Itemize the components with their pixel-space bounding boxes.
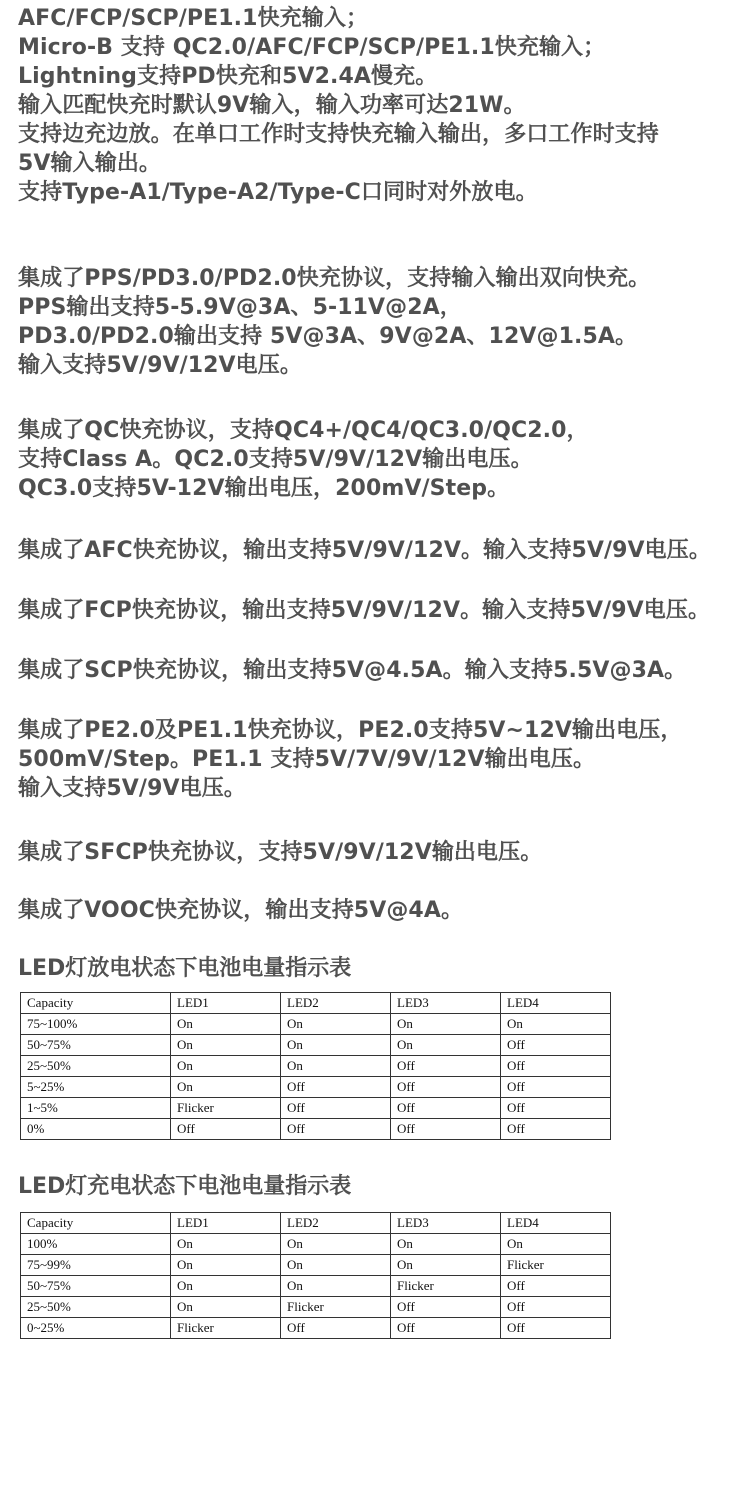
table-cell: Off: [391, 1119, 501, 1140]
spec-line: Lightning支持PD快充和5V2.4A慢充。: [18, 64, 438, 89]
afc-protocol-paragraph: [18, 536, 738, 565]
table-cell: On: [171, 1234, 281, 1255]
sfcp-protocol-paragraph: [18, 838, 738, 867]
table-row: [21, 1056, 611, 1077]
qc-protocol-paragraph: [18, 416, 738, 503]
header-cell: LED2: [281, 1213, 391, 1234]
table-cell: Off: [501, 1077, 611, 1098]
table-cell: Off: [281, 1119, 391, 1140]
table-row: [21, 1035, 611, 1056]
header-cell: LED4: [501, 1213, 611, 1234]
table-cell: Off: [501, 1098, 611, 1119]
table-row: [21, 1234, 611, 1255]
fcp-protocol-paragraph: [18, 596, 738, 625]
header-cell: LED3: [391, 1213, 501, 1234]
table-cell: On: [171, 1297, 281, 1318]
table-cell: Off: [281, 1098, 391, 1119]
spec-line: 500mV/Step。PE1.1 支持5V/7V/9V/12V输出电压。: [18, 747, 596, 772]
table-cell: Off: [391, 1077, 501, 1098]
spec-line: 输入匹配快充时默认9V输入，输入功率可达21W。: [18, 93, 526, 118]
table-cell: Off: [391, 1318, 501, 1339]
pe-protocol-paragraph: [18, 716, 738, 803]
table-cell: On: [391, 1014, 501, 1035]
table-cell: Off: [501, 1119, 611, 1140]
table-cell: 50~75%: [21, 1276, 171, 1297]
table-cell: Off: [391, 1297, 501, 1318]
table-cell: Off: [171, 1119, 281, 1140]
table-row: [21, 1119, 611, 1140]
table-cell: On: [171, 1276, 281, 1297]
spec-line: AFC/FCP/SCP/PE1.1快充输入；: [18, 6, 369, 31]
table-cell: 0~25%: [21, 1318, 171, 1339]
spec-line: 集成了SFCP快充协议，支持5V/9V/12V输出电压。: [18, 840, 543, 865]
table-row: [21, 1098, 611, 1119]
table-cell: 75~100%: [21, 1014, 171, 1035]
spec-line: 5V输入输出。: [18, 151, 162, 176]
table-cell: On: [281, 1276, 391, 1297]
header-cell: LED3: [391, 993, 501, 1014]
table-cell: On: [391, 1035, 501, 1056]
table-cell: Off: [501, 1318, 611, 1339]
table-row: [21, 1276, 611, 1297]
table-cell: Flicker: [171, 1098, 281, 1119]
spec-line: QC3.0支持5V-12V输出电压，200mV/Step。: [18, 476, 510, 501]
table-cell: On: [281, 1014, 391, 1035]
table-cell: On: [281, 1035, 391, 1056]
header-cell: Capacity: [21, 1213, 171, 1234]
table-cell: Off: [281, 1318, 391, 1339]
spec-line: 集成了QC快充协议，支持QC4+/QC4/QC3.0/QC2.0，: [18, 418, 589, 443]
table-cell: On: [501, 1234, 611, 1255]
spec-line: 输入支持5V/9V电压。: [18, 776, 246, 801]
spec-line: 集成了FCP快充协议，输出支持5V/9V/12V。输入支持5V/9V电压。: [18, 598, 711, 623]
table-row: [21, 1255, 611, 1276]
header-cell: LED2: [281, 993, 391, 1014]
header-cell: LED4: [501, 993, 611, 1014]
spec-line: 输入支持5V/9V/12V电压。: [18, 353, 302, 378]
table-cell: On: [281, 1255, 391, 1276]
table-row: [21, 1318, 611, 1339]
spec-line: 支持Type-A1/Type-A2/Type-C口同时对外放电。: [18, 180, 538, 205]
table-cell: Off: [281, 1077, 391, 1098]
intro-spec-paragraph: [18, 4, 738, 207]
spec-line: PPS输出支持5-5.9V@3A、5-11V@2A，: [18, 295, 462, 320]
scp-protocol-paragraph: [18, 656, 738, 685]
discharge-table-title: LED灯放电状态下电池电量指示表: [18, 956, 352, 981]
charge-table-title: LED灯充电状态下电池电量指示表: [18, 1174, 352, 1199]
table-cell: 5~25%: [21, 1077, 171, 1098]
table-header-row: [21, 993, 611, 1014]
table-cell: Flicker: [281, 1297, 391, 1318]
table-row: [21, 1077, 611, 1098]
spec-line: 集成了SCP快充协议，输出支持5V@4.5A。输入支持5.5V@3A。: [18, 658, 687, 683]
pd-protocol-paragraph: [18, 264, 738, 380]
discharge-led-table: [20, 992, 611, 1140]
table-cell: On: [171, 1056, 281, 1077]
spec-line: PD3.0/PD2.0输出支持 5V@3A、9V@2A、12V@1.5A。: [18, 324, 638, 349]
table-cell: On: [281, 1234, 391, 1255]
table-cell: On: [391, 1255, 501, 1276]
table-cell: Off: [501, 1056, 611, 1077]
table-cell: Off: [391, 1056, 501, 1077]
table-cell: On: [281, 1056, 391, 1077]
header-cell: LED1: [171, 1213, 281, 1234]
spec-line: 集成了PPS/PD3.0/PD2.0快充协议，支持输入输出双向快充。: [18, 266, 651, 291]
header-cell: LED1: [171, 993, 281, 1014]
table-cell: Off: [391, 1098, 501, 1119]
table-cell: 50~75%: [21, 1035, 171, 1056]
table-cell: 0%: [21, 1119, 171, 1140]
spec-line: 支持边充边放。在单口工作时支持快充输入输出，多口工作时支持: [18, 122, 659, 147]
table-row: [21, 1297, 611, 1318]
spec-line: 支持Class A。QC2.0支持5V/9V/12V输出电压。: [18, 447, 533, 472]
table-cell: Off: [501, 1276, 611, 1297]
table-cell: On: [171, 1077, 281, 1098]
table-cell: Flicker: [501, 1255, 611, 1276]
table-cell: Off: [501, 1035, 611, 1056]
table-header-row: [21, 1213, 611, 1234]
table-cell: 100%: [21, 1234, 171, 1255]
table-cell: 1~5%: [21, 1098, 171, 1119]
table-cell: On: [501, 1014, 611, 1035]
spec-line: 集成了PE2.0及PE1.1快充协议，PE2.0支持5V~12V输出电压，: [18, 718, 683, 743]
spec-line: 集成了AFC快充协议，输出支持5V/9V/12V。输入支持5V/9V电压。: [18, 538, 711, 563]
table-cell: On: [171, 1255, 281, 1276]
table-cell: Off: [501, 1297, 611, 1318]
table-cell: 75~99%: [21, 1255, 171, 1276]
table-cell: On: [171, 1035, 281, 1056]
vooc-protocol-paragraph: [18, 896, 738, 925]
table-cell: On: [391, 1234, 501, 1255]
spec-line: 集成了VOOC快充协议，输出支持5V@4A。: [18, 898, 464, 923]
table-cell: Flicker: [391, 1276, 501, 1297]
table-cell: On: [171, 1014, 281, 1035]
charge-led-table: [20, 1212, 611, 1339]
spec-line: Micro-B 支持 QC2.0/AFC/FCP/SCP/PE1.1快充输入；: [18, 35, 606, 60]
table-row: [21, 1014, 611, 1035]
table-cell: 25~50%: [21, 1056, 171, 1077]
table-cell: 25~50%: [21, 1297, 171, 1318]
header-cell: Capacity: [21, 993, 171, 1014]
table-cell: Flicker: [171, 1318, 281, 1339]
